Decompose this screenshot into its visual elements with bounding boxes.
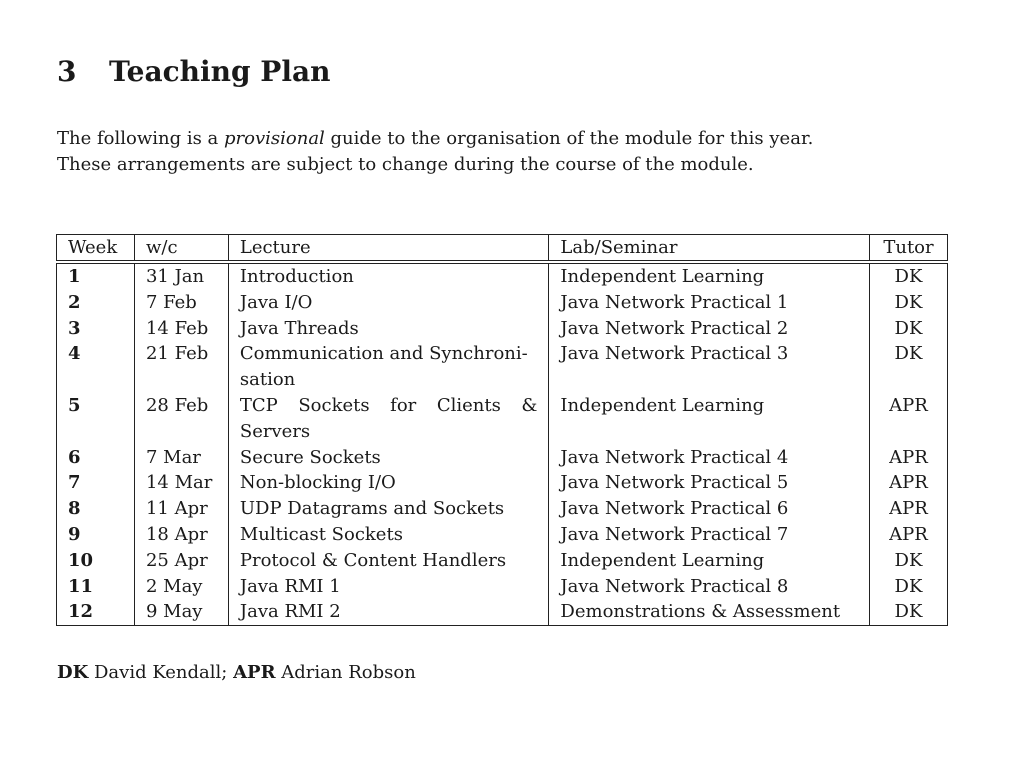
cell-week: 3 [57,316,135,342]
cell-week: 8 [57,496,135,522]
cell-lecture: Java I/O [228,290,549,316]
table-row [57,393,948,445]
intro-emphasis: provisional [224,128,325,149]
cell-lecture: Non-blocking I/O [228,470,549,496]
cell-wc: 14 Mar [134,470,228,496]
table-row [57,548,948,574]
table-header-row [57,235,948,263]
cell-tutor: DK [869,341,947,393]
cell-lab: Independent Learning [549,393,870,445]
cell-week: 5 [57,393,135,445]
header-wc: w/c [134,235,228,263]
cell-lecture: Multicast Sockets [228,522,549,548]
cell-wc: 14 Feb [134,316,228,342]
cell-lab: Independent Learning [549,548,870,574]
table-row [57,341,948,393]
table-row [57,290,948,316]
legend-apr-abbr: APR [233,662,276,683]
cell-week: 10 [57,548,135,574]
teaching-plan-table [56,234,948,626]
header-week: Week [57,235,135,263]
header-lecture: Lecture [228,235,549,263]
table-row [57,316,948,342]
cell-lab: Java Network Practical 5 [549,470,870,496]
header-lab: Lab/Seminar [549,235,870,263]
cell-week: 4 [57,341,135,393]
cell-tutor: DK [869,262,947,290]
cell-tutor: APR [869,393,947,445]
intro-text-after: guide to the organisation of the module for this year. These arrangements are subject to change during the course of the module. [57,128,814,175]
cell-tutor: APR [869,470,947,496]
table-row [57,599,948,625]
cell-week: 6 [57,445,135,471]
cell-lecture: UDP Datagrams and Sockets [228,496,549,522]
table-row [57,574,948,600]
cell-week: 7 [57,470,135,496]
cell-lab: Java Network Practical 1 [549,290,870,316]
cell-lecture: Java Threads [228,316,549,342]
cell-week: 12 [57,599,135,625]
intro-paragraph [57,126,817,178]
cell-wc: 25 Apr [134,548,228,574]
cell-wc: 31 Jan [134,262,228,290]
cell-wc: 2 May [134,574,228,600]
intro-text-before: The following is a [57,128,224,149]
cell-week: 1 [57,262,135,290]
cell-lecture: Communication and Synchroni-sation [228,341,549,393]
tutor-legend [57,660,416,686]
cell-tutor: APR [869,496,947,522]
cell-wc: 7 Mar [134,445,228,471]
cell-wc: 28 Feb [134,393,228,445]
section-number: 3 [57,55,77,88]
cell-wc: 18 Apr [134,522,228,548]
cell-lab: Java Network Practical 6 [549,496,870,522]
cell-wc: 9 May [134,599,228,625]
legend-dk-name: David Kendall; [88,662,234,683]
cell-lab: Independent Learning [549,262,870,290]
cell-lecture: TCP Sockets for Clients & Servers [228,393,549,445]
cell-tutor: DK [869,574,947,600]
cell-wc: 21 Feb [134,341,228,393]
cell-tutor: DK [869,290,947,316]
legend-dk-abbr: DK [57,662,89,683]
cell-lecture: Java RMI 2 [228,599,549,625]
cell-lab: Java Network Practical 2 [549,316,870,342]
cell-lecture: Java RMI 1 [228,574,549,600]
cell-lecture: Introduction [228,262,549,290]
section-title: Teaching Plan [109,55,331,88]
table-row [57,445,948,471]
cell-wc: 11 Apr [134,496,228,522]
cell-lab: Java Network Practical 4 [549,445,870,471]
cell-lab: Demonstrations & Assessment [549,599,870,625]
header-tutor: Tutor [869,235,947,263]
cell-tutor: APR [869,445,947,471]
cell-tutor: APR [869,522,947,548]
table-row [57,496,948,522]
cell-lab: Java Network Practical 8 [549,574,870,600]
cell-tutor: DK [869,548,947,574]
section-heading [57,54,331,90]
table-row [57,522,948,548]
cell-tutor: DK [869,316,947,342]
table-row [57,262,948,290]
cell-week: 9 [57,522,135,548]
cell-wc: 7 Feb [134,290,228,316]
cell-lecture: Protocol & Content Handlers [228,548,549,574]
cell-lab: Java Network Practical 3 [549,341,870,393]
cell-lab: Java Network Practical 7 [549,522,870,548]
cell-tutor: DK [869,599,947,625]
cell-week: 11 [57,574,135,600]
legend-apr-name: Adrian Robson [275,662,416,683]
table-row [57,470,948,496]
cell-week: 2 [57,290,135,316]
cell-lecture: Secure Sockets [228,445,549,471]
